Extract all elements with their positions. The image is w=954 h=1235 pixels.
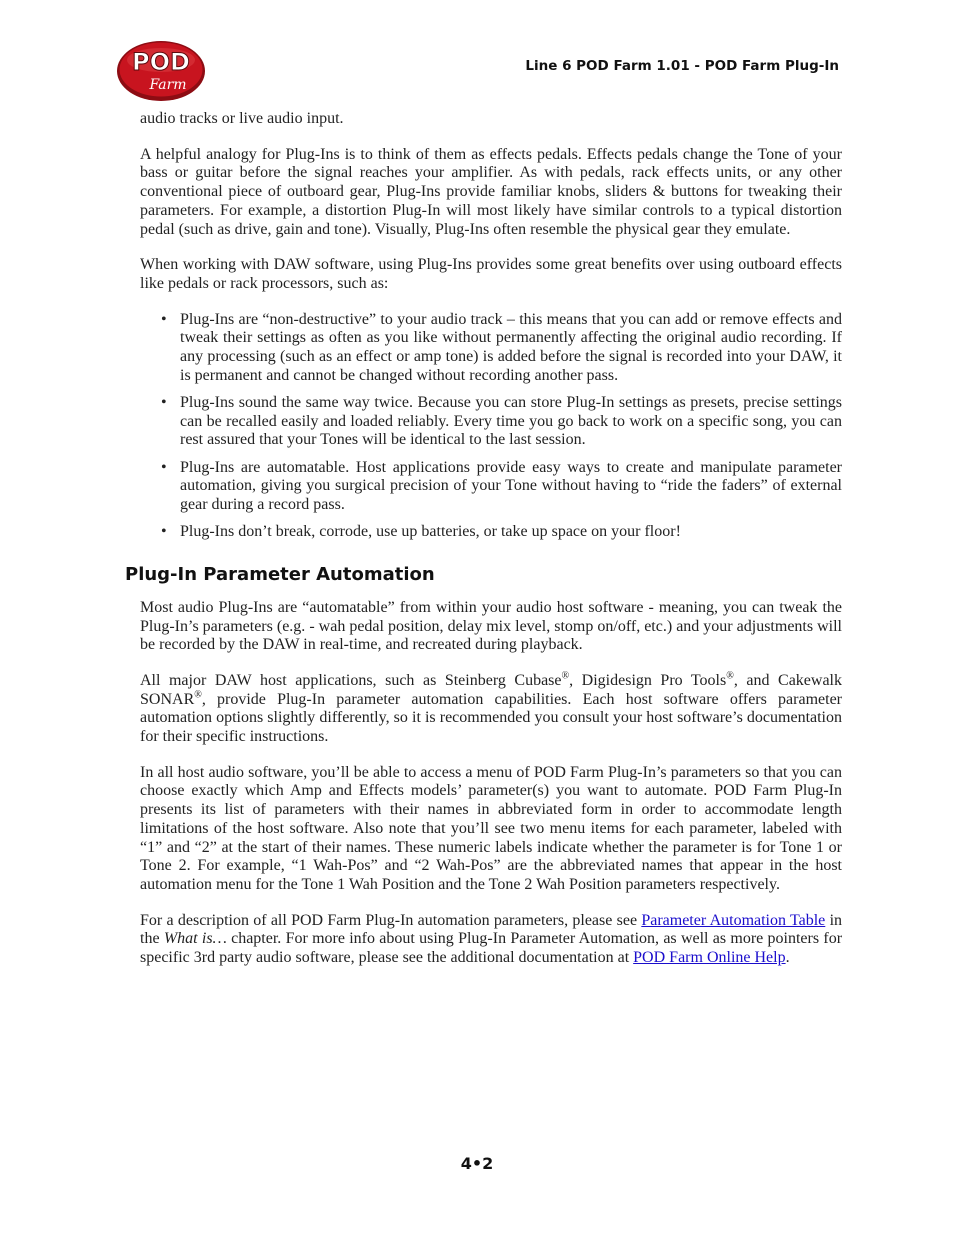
section-heading: Plug-In Parameter Automation	[125, 563, 435, 585]
paragraph-daw-benefits: When working with DAW software, using Plug-Ins provides some great benefits over using outboard effects like pedals or rack processors, such as:	[140, 256, 842, 292]
document-header-title: Line 6 POD Farm 1.01 - POD Farm Plug-In	[525, 58, 839, 74]
bullet-icon: •	[161, 523, 167, 541]
list-item-text: Plug-Ins are automatable. Host applications provide easy ways to create and manipulate parameter automation, giving you surgical precision of your Tone without having to “ride the faders” of external gear during a record pass.	[180, 458, 842, 513]
list-item-text: Plug-Ins sound the same way twice. Because you can store Plug-In settings as presets, precise settings can be recalled easily and loaded reliably. Every time you go back to work on a specific song, you can rest assured that your Tones will be identical to the last session.	[180, 393, 842, 449]
paragraph-host-menu: In all host audio software, you’ll be able to access a menu of POD Farm Plug-In’s parameters so that you can choose exactly which Amp and Effects models’ parameter(s) you want to automate. POD Farm Plug-In presents its list of parameters with their names in abbreviated form in order to accommodate length limitations of the host software. Also note that you’ll see two menu items for each parameter, labeled with “1” and “2” at the start of their names. These numeric labels indicate whether the parameter is for Tone 1 or Tone 2. For example, “1 Wah-Pos” and “2 Wah-Pos” are the abbreviated names that appear in the host automation menu for the Tone 1 Wah Position and the Tone 2 Wah Position parameters respectively.	[140, 763, 842, 893]
logo-pod-text: POD	[132, 48, 190, 76]
bullet-icon: •	[161, 458, 167, 476]
page-number: 4•2	[460, 1154, 494, 1173]
paragraph-daw-hosts: All major DAW host applications, such as Steinberg Cubase®, Digidesign Pro Tools®, and Cakewalk SONAR®, provide Plug-In parameter automation capabilities. Each host software offers parameter automation options slightly differently, so it is recommended you consult your host software’s documentation for their specific instructions.	[140, 670, 843, 746]
benefits-list	[140, 311, 842, 542]
bullet-icon: •	[161, 310, 167, 328]
page-content	[125, 110, 843, 985]
paragraph-analogy: A helpful analogy for Plug-Ins is to think of them as effects pedals. Effects pedals change the Tone of your bass or guitar before the signal reaches your amplifier. As with pedals, rack effects units, or any other conventional piece of outboard gear, Plug-Ins provide familiar knobs, sliders & buttons for tweaking their parameters. For example, a distortion Plug-In will most likely have similar controls to a typical distortion pedal (such as drive, gain and tone). Visually, Plug-Ins often resemble the physical gear they emulate.	[140, 145, 842, 238]
paragraph-continuation: audio tracks or live audio input.	[140, 110, 344, 127]
list-item	[161, 310, 842, 386]
pod-farm-online-help-link[interactable]: POD Farm Online Help	[633, 949, 786, 967]
list-item	[161, 393, 842, 450]
list-item-text: Plug-Ins are “non-destructive” to your audio track – this means that you can add or remove effects and tweak their settings as often as you like without permanently affecting the original audio recording. If any processing (such as an effect or amp tone) is added before the signal is recorded into your DAW, it is permanent and cannot be changed without recording another pass.	[180, 310, 842, 384]
paragraph-automatable: Most audio Plug-Ins are “automatable” from within your audio host software - meaning, you can tweak the Plug-In’s parameters (e.g. - wah pedal position, delay mix level, stomp on/off, etc.) and your adjustments will be recorded by the DAW in real-time, and recreated during playback.	[140, 598, 842, 654]
parameter-automation-table-link[interactable]: Parameter Automation Table	[641, 911, 826, 929]
bullet-icon: •	[161, 393, 167, 411]
paragraph-more-info: For a description of all POD Farm Plug-In automation parameters, please see Parameter Automation Table in the What is… chapter. For more info about using Plug-In Parameter Automation, as well as more pointers for specific 3rd party audio software, please see the additional documentation at POD Farm Online Help.	[140, 911, 843, 967]
pod-farm-logo	[116, 40, 206, 102]
logo-farm-text: Farm	[149, 77, 187, 93]
list-item	[161, 523, 842, 542]
list-item-text: Plug-Ins don’t break, corrode, use up batteries, or take up space on your floor!	[180, 523, 681, 541]
list-item	[161, 458, 842, 515]
